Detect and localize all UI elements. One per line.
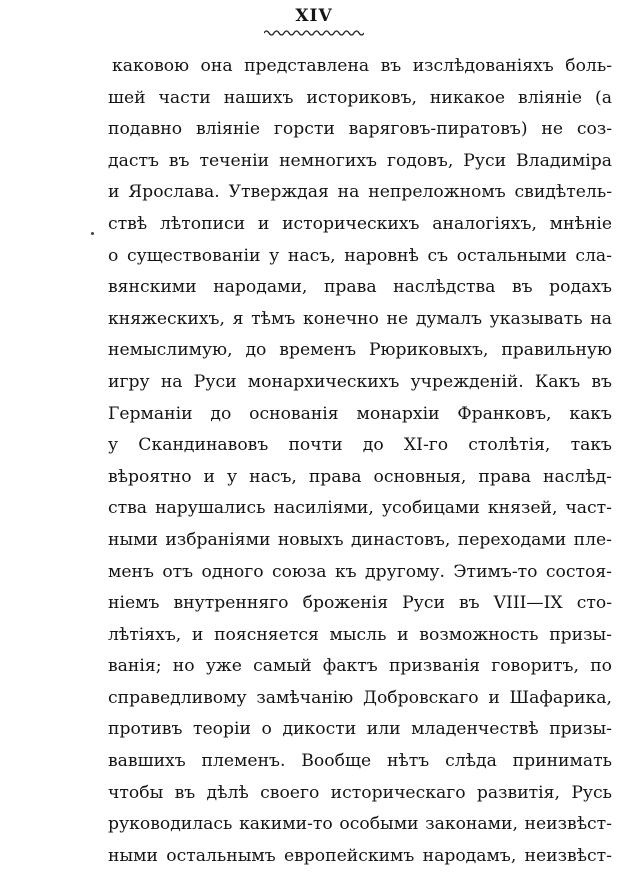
text-line: противъ теоріи о дикости или младенчествѣ призы-: [108, 719, 612, 740]
text-line: каковою она представлена въ изслѣдованіяхъ боль-: [112, 56, 612, 76]
text-line: вавшихъ племенъ. Вообще нѣтъ слѣда принимать: [108, 751, 612, 772]
page-number: XIV: [295, 6, 333, 26]
text-line: о существованіи у насъ, наровнѣ съ остальными сла-: [108, 245, 612, 266]
text-line: руководилась какими-то особыми законами, неизвѣст-: [108, 814, 612, 835]
text-line: подавно вліяніе горсти варяговъ-пиратовъ) не соз-: [108, 119, 612, 140]
text-line: чтобы въ дѣлѣ своего историческаго развитія, Русь: [108, 782, 612, 803]
body-text: [108, 51, 612, 872]
text-line: ванія; но уже самый фактъ призванія говоритъ, по: [108, 656, 612, 677]
text-line: ствѣ лѣтописи и историческихъ аналогіяхъ, мнѣніе: [108, 213, 612, 234]
text-line: ства нарушались насиліями, усобицами князей, част-: [108, 498, 612, 519]
text-line: вянскими народами, права наслѣдства въ родахъ: [108, 277, 612, 298]
text-line: ніемъ внутренняго броженія Руси въ VIII—IX сто-: [108, 593, 612, 614]
text-line: игру на Руси монархическихъ учрежденій. Какъ въ: [108, 371, 612, 392]
text-line: немыслимую, до временъ Рюриковыхъ, правильную: [108, 340, 612, 361]
text-line: шей части нашихъ историковъ, никакое вліяніе (а: [108, 87, 612, 108]
text-line: дастъ въ теченіи немногихъ годовъ, Руси Владиміра: [108, 150, 612, 171]
text-line: вѣроятно и у насъ, права основныя, права наслѣд-: [108, 466, 612, 487]
text-line: менъ отъ одного союза къ другому. Этимъ-то состоя-: [108, 561, 612, 582]
text-line: лѣтіяхъ, и поясняется мысль и возможность призы-: [108, 624, 612, 645]
text-line: ными избраніями новыхъ династовъ, переходами пле-: [108, 529, 612, 550]
wavy-rule-ornament: [264, 29, 364, 37]
text-line: и Ярослава. Утверждая на непреложномъ свидѣтель-: [108, 182, 612, 203]
text-line: у Скандинавовъ почти до XI-го столѣтія, такъ: [108, 435, 612, 456]
text-line: справедливому замѣчанію Добровскаго и Шафарика,: [108, 687, 612, 708]
text-line: княжескихъ, я тѣмъ конечно не думалъ указывать на: [108, 308, 612, 329]
print-speck: [91, 232, 94, 235]
text-line: ными остальнымъ европейскимъ народамъ, неизвѣст-: [108, 845, 612, 866]
text-line: Германіи до основанія монархіи Франковъ, какъ: [108, 403, 612, 424]
